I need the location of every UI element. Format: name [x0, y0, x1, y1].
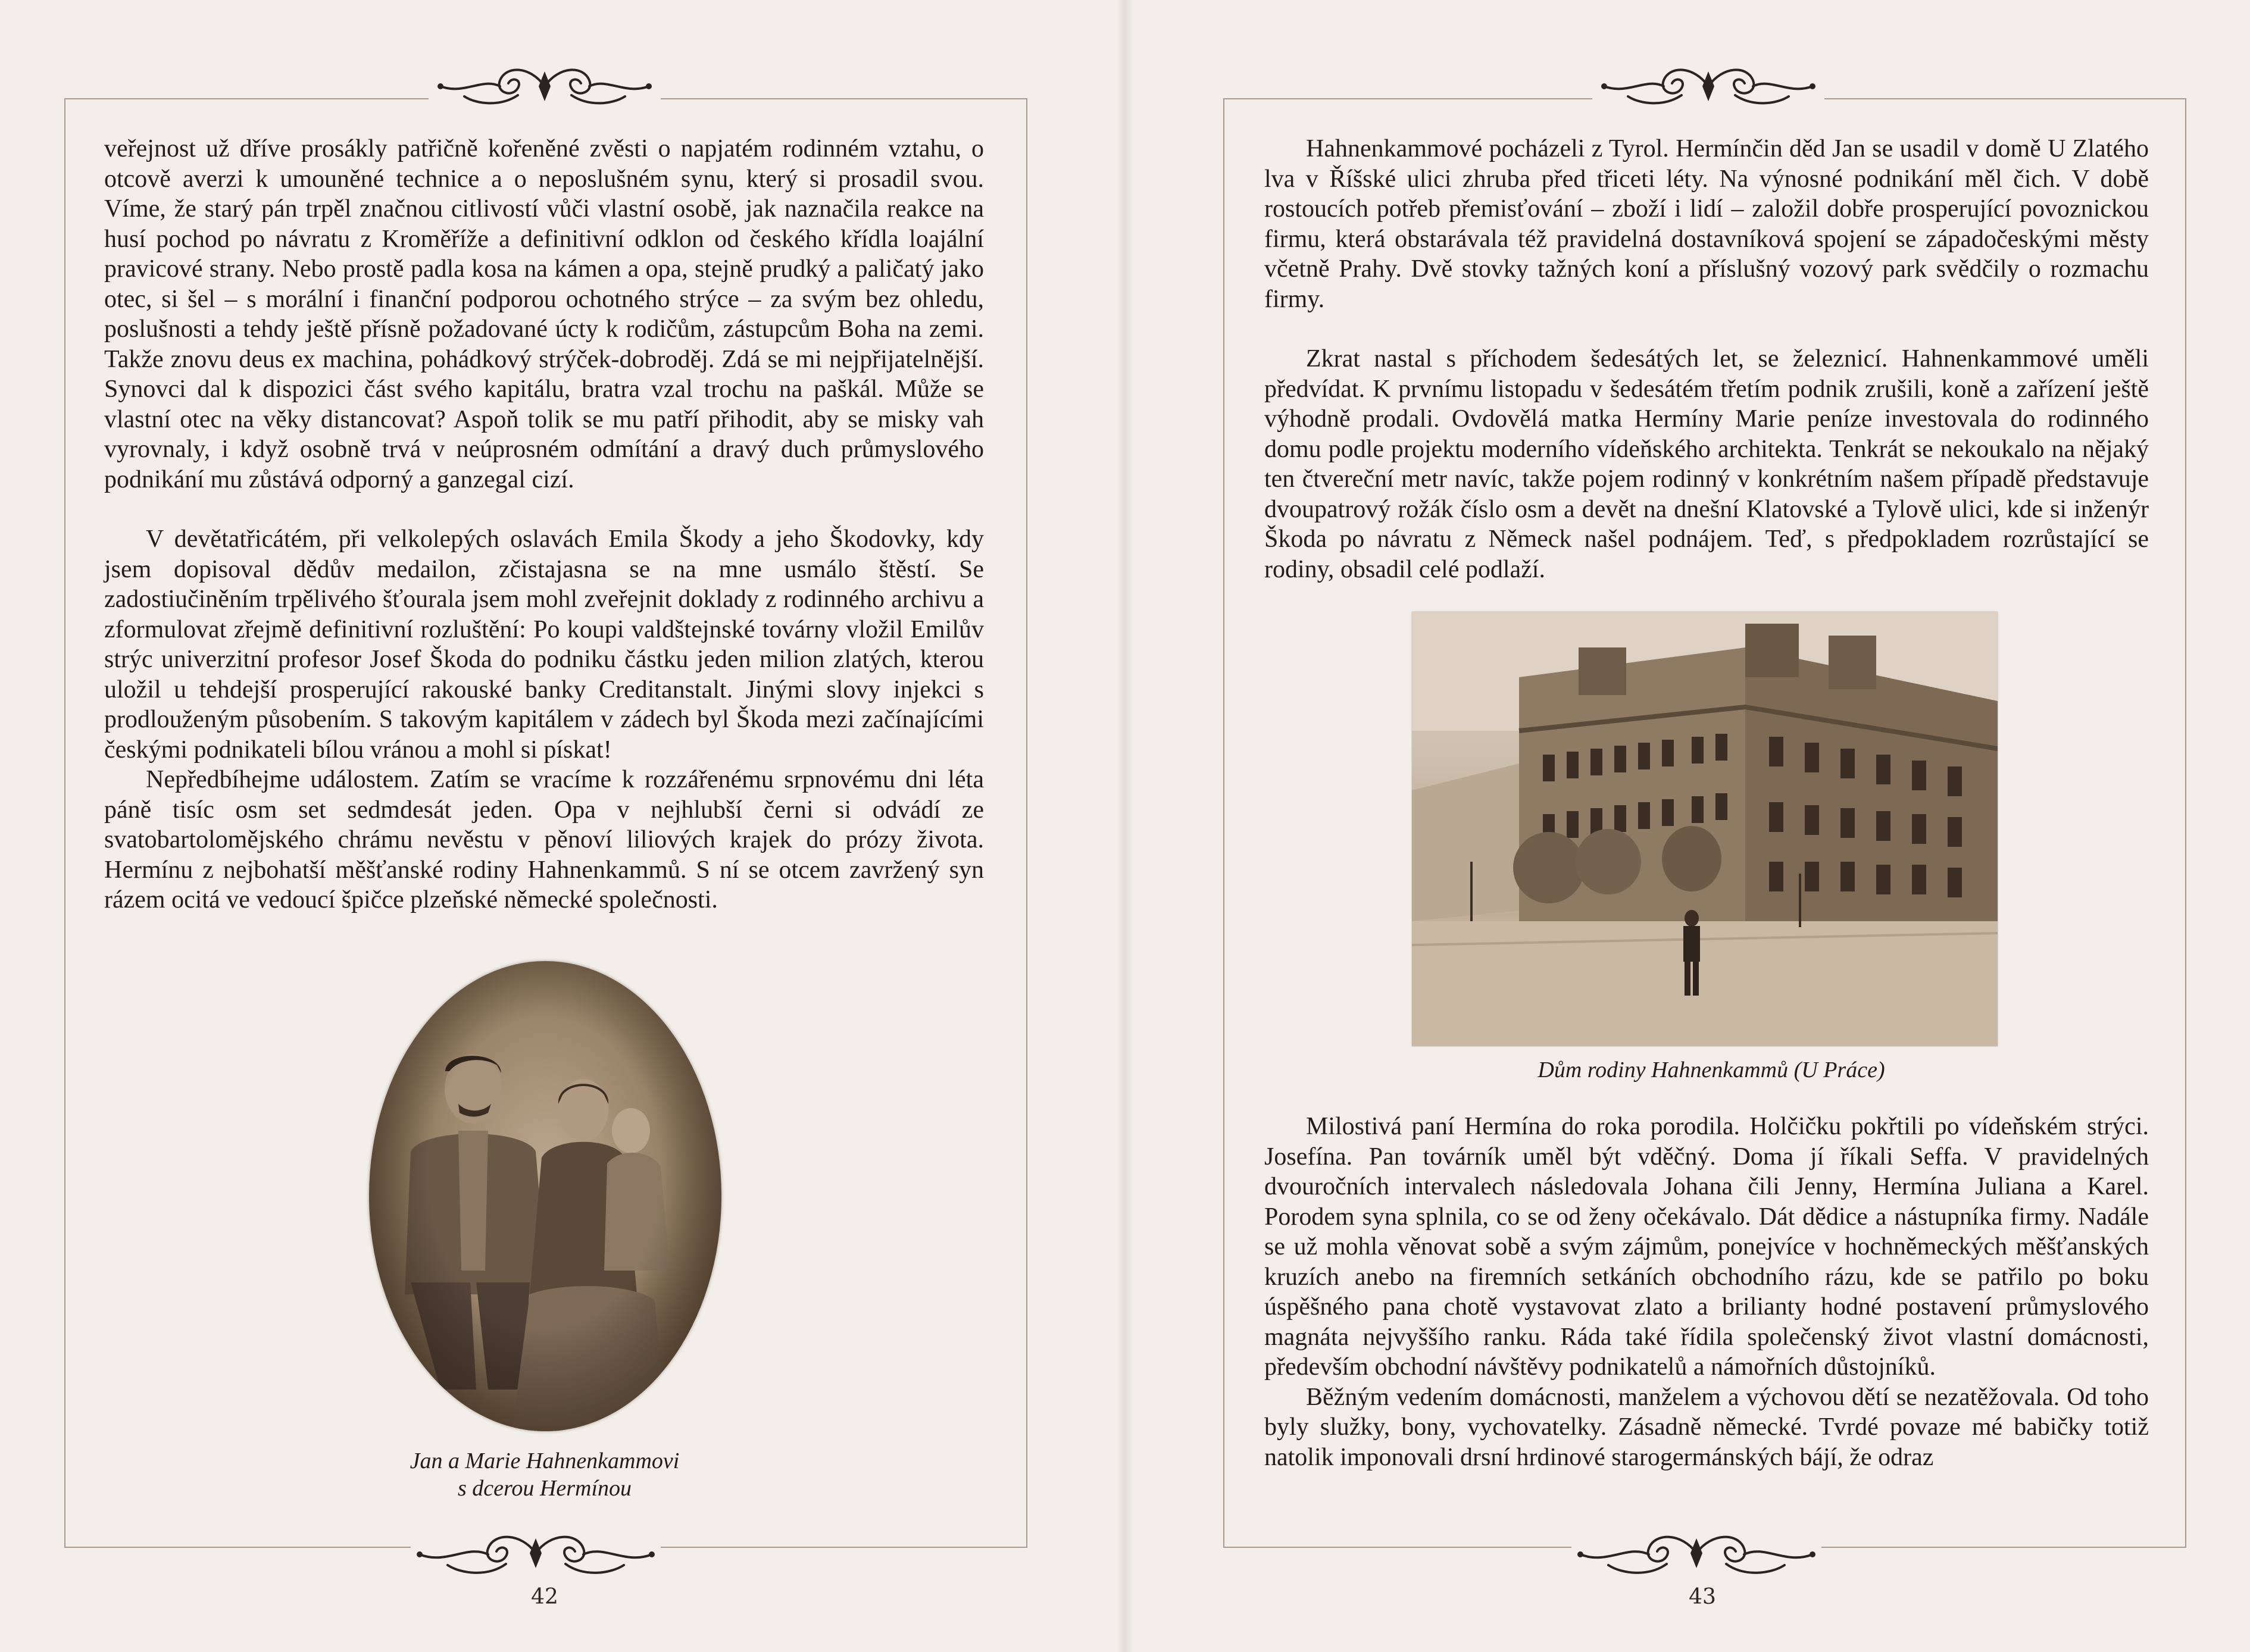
- paragraph: Běžným vedením domácnosti, manželem a výchovou dětí se nezatěžovala. Od toho byly služky, bony, vychovatelky. Zásadně německé. Tvrdé povaze mé babičky totiž natolik imponovali drsní hrdinové starogermánských bájí, že odraz: [1264, 1383, 2149, 1471]
- building-caption: Dům rodiny Hahnenkammů (U Práce): [1538, 1057, 1885, 1082]
- right-page-body-top: [1264, 134, 2149, 584]
- flourish-ornament-icon: [411, 1523, 661, 1589]
- paragraph: Nepředbíhejme událostem. Zatím se vracíme k rozzářenému srpnovému dni léta páně tisíc osm set sedmdesát jeden. Opa v nejhlubší černi si odvádí ze svatobartolomějského chrámu nevěstu v pěnoví liliových krajek do prózy života. Hermínu z nejbohatší měšťanské rodiny Hahnenkammů. S ní se otcem zavržený syn rázem ocitá ve vedoucí špičce plzeňské německé společnosti.: [104, 766, 984, 913]
- flourish-ornament-icon: [1592, 54, 1824, 119]
- page-number: 42: [531, 1585, 558, 1609]
- book-gutter: [1117, 0, 1133, 1652]
- paragraph: Zkrat nastal s příchodem šedesátých let, se železnicí. Hahnenkammové uměli předvídat. K prvnímu listopadu v šedesátém třetím podnik zrušili, koně a zařízení ještě výhodně prodali. Ovdovělá matka Hermíny Marie peníze investovala do rodinného domu podle projektu moderního vídeňského architekta. Tenkrát se nekoukalo na nějaký ten čtvereční metr navíc, takže pojem rodinný v konkrétním našem případě představuje dvoupatrový rožák číslo osm a devět na dnešní Klatovské a Tylově ulici, kde si inženýr Škoda po návratu z Německ našel podnájem. Teď, s předpokladem rozrůstající se rodiny, obsadil celé podlaží.: [1264, 345, 2149, 583]
- right-page-body-bottom: [1264, 1112, 2149, 1472]
- caption-line: s dcerou Hermínou: [458, 1476, 632, 1501]
- paragraph: Hahnenkammové pocházeli z Tyrol. Hermínčin děd Jan se usadil v domě U Zlatého lva v Říšské ulici zhruba před třiceti léty. Na výnosné podnikání měl čich. V době rostoucích potřeb přemisťování – zboží i lidí – založil dobře prosperující povoznickou firmu, která obstarávala též pravidelná dostavníková spojení se západočeskými městy včetně Prahy. Dvě stovky tažných koní a příslušný vozový park svědčily o rozmachu firmy.: [1264, 135, 2149, 313]
- left-page-body: [104, 134, 984, 915]
- page-number: 43: [1689, 1585, 1716, 1609]
- flourish-ornament-icon: [1571, 1523, 1821, 1589]
- paragraph: veřejnost už dříve prosákly patřičně kořeněné zvěsti o napjatém rodinném vztahu, o otcově averzi k umouněné technice a o neposlušném synu, který si prosadil svou. Víme, že starý pán trpěl značnou citlivostí vůči vlastní osobě, jak naznačila reakce na husí pochod po návratu z Kroměříže a definitivní odklon od českého křídla loajální pravicové strany. Nebo prostě padla kosa na kámen a opa, stejně prudký a paličatý jako otec, si šel – s morální i finanční podporou ochotného strýce – za svým bez ohledu, poslušnosti a tehdy ještě přísně požadované úcty k rodičům, zástupcům Boha na zemi. Takže znovu deus ex machina, pohádkový strýček-dobroděj. Zdá se mi nejpřijatelnější. Synovci dal k dispozici část svého kapitálu, bratra vzal trochu na paškál. Může se vlastní otec na věky distancovat? Aspoň tolik se mu patří přihodit, aby se misky vah vyrovnaly, i když osobně trvá v neúprosném odmítání a dravý duch průmyslového podnikání mu zůstává odporný a ganzegal cizí.: [104, 135, 984, 493]
- flourish-ornament-icon: [429, 54, 661, 119]
- paragraph: Milostivá paní Hermína do roka porodila. Holčičku pokřtili po vídeňském strýci. Josefína. Pan továrník uměl být vděčný. Doma jí říkali Seffa. V pravidelných dvouročních intervalech následovala Johana čili Jenny, Hermína Juliana a Karel. Porodem syna splnila, co se od ženy očekávalo. Dát dědice a nástupníka firmy. Nadále se už mohla věnovat sobě a svým zájmům, ponejvíce v hochněmeckých měšťanských kruzích anebo na firemních setkáních obchodního rázu, kde se patřilo po boku úspěšného pana chotě vystavovat zlato a brilianty hodné postavení průmyslového magnáta nejvyššího ranku. Ráda také řídila společenský život vlastní domácnosti, především obchodní návštěvy podnikatelů a námořních důstojníků.: [1264, 1113, 2149, 1381]
- building-photo: [1412, 612, 1998, 1046]
- paragraph: V devětatřicátém, při velkolepých oslavách Emila Škody a jeho Škodovky, kdy jsem dopisoval dědův medailon, zčistajasna se na mne usmálo štěstí. Se zadostiučiněním trpělivého šťourala jsem mohl zveřejnit doklady z rodinného archivu a zformulovat zřejmě definitivní rozluštění: Po koupi valdštejnské továrny vložil Emilův strýc univerzitní profesor Josef Škoda do podniku částku jeden milion zlatých, kterou uložil u tehdejší prosperující rakouské banky Creditanstalt. Jinými slovy injekci s prodlouženým působením. S takovým kapitálem v zádech byl Škoda mezi začínajícími českými podnikateli bílou vránou a mohl si pískat!: [104, 525, 984, 764]
- portrait-caption: [357, 1447, 732, 1502]
- caption-line: Jan a Marie Hahnenkammovi: [410, 1448, 680, 1473]
- family-portrait-photo: [369, 961, 721, 1431]
